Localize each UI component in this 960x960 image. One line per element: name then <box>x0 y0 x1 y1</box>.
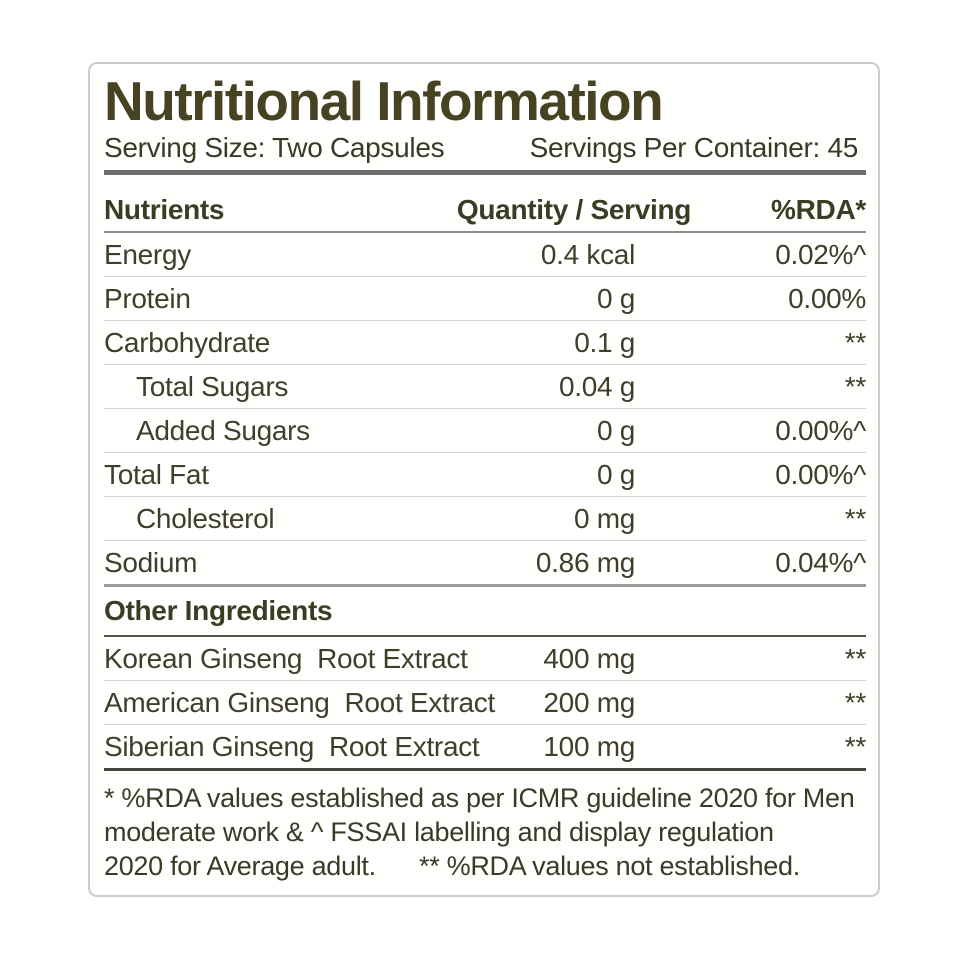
column-header-quantity: Quantity / Serving <box>456 194 692 225</box>
nutrient-name: Cholesterol <box>136 502 275 534</box>
serving-info-row <box>104 130 866 166</box>
ingredient-row <box>104 725 866 768</box>
footnote-divider <box>104 768 866 771</box>
other-ingredients-heading: Other Ingredients <box>104 595 333 626</box>
nutrient-rda: ** <box>844 370 866 402</box>
servings-per-container-text: Servings Per Container: 45 <box>529 132 858 163</box>
column-header-nutrients: Nutrients <box>104 194 225 225</box>
ingredient-quantity: 200 mg <box>543 686 635 718</box>
nutrient-row <box>104 277 866 320</box>
table-header-row <box>104 189 866 231</box>
nutrient-name: Protein <box>104 282 191 314</box>
nutrient-quantity: 0 g <box>596 458 635 490</box>
nutrient-row <box>104 233 866 276</box>
nutrient-quantity: 0.1 g <box>574 326 635 358</box>
nutrient-quantity: 0.86 mg <box>535 546 635 578</box>
nutrient-name: Added Sugars <box>136 414 310 446</box>
nutrition-label <box>88 62 880 897</box>
nutrient-name: Energy <box>104 238 191 270</box>
nutrient-quantity: 0.04 g <box>558 370 635 402</box>
ingredient-row <box>104 681 866 724</box>
ingredient-quantity: 400 mg <box>543 642 635 674</box>
heavy-divider <box>104 170 866 175</box>
nutrient-quantity: 0 g <box>596 414 635 446</box>
footnote-line: * %RDA values established as per ICMR guideline 2020 for Men <box>104 783 855 813</box>
nutrient-name: Total Sugars <box>136 370 289 402</box>
nutrient-name: Carbohydrate <box>104 326 271 358</box>
other-ingredients-heading-row <box>104 587 866 635</box>
nutrient-quantity: 0 g <box>596 282 635 314</box>
nutrient-rda: ** <box>844 502 866 534</box>
nutrient-row <box>104 497 866 540</box>
ingredient-rda: ** <box>844 642 866 674</box>
label-title: Nutritional Information <box>104 70 663 132</box>
nutrient-row <box>104 321 866 364</box>
nutrient-quantity: 0.4 kcal <box>540 238 635 270</box>
nutrient-rda: 0.02%^ <box>775 238 866 270</box>
footnote-line: moderate work & ^ FSSAI labelling and display regulation <box>104 817 774 847</box>
nutrient-row <box>104 453 866 496</box>
nutrient-name: Total Fat <box>104 458 209 490</box>
ingredient-row <box>104 637 866 680</box>
nutrient-name: Sodium <box>104 546 198 578</box>
nutrient-rda: ** <box>844 326 866 358</box>
ingredient-rda: ** <box>844 686 866 718</box>
nutrient-rda: 0.00%^ <box>775 414 866 446</box>
ingredient-name: Korean Ginseng Root Extract <box>104 642 468 674</box>
ingredient-quantity: 100 mg <box>543 730 635 762</box>
footnote <box>104 781 866 883</box>
ingredient-name: American Ginseng Root Extract <box>104 686 495 718</box>
nutrient-row <box>104 365 866 408</box>
nutrient-row <box>104 541 866 584</box>
nutrient-row <box>104 409 866 452</box>
ingredient-name: Siberian Ginseng Root Extract <box>104 730 480 762</box>
nutrient-rda: 0.04%^ <box>775 546 866 578</box>
ingredient-rda: ** <box>844 730 866 762</box>
footnote-line: 2020 for Average adult. ** %RDA values not established. <box>104 851 800 881</box>
column-header-rda: %RDA* <box>771 194 866 225</box>
nutrient-quantity: 0 mg <box>573 502 635 534</box>
nutrient-rda: 0.00%^ <box>775 458 866 490</box>
nutrient-rda: 0.00% <box>788 282 866 314</box>
serving-size-text: Serving Size: Two Capsules <box>104 132 445 163</box>
